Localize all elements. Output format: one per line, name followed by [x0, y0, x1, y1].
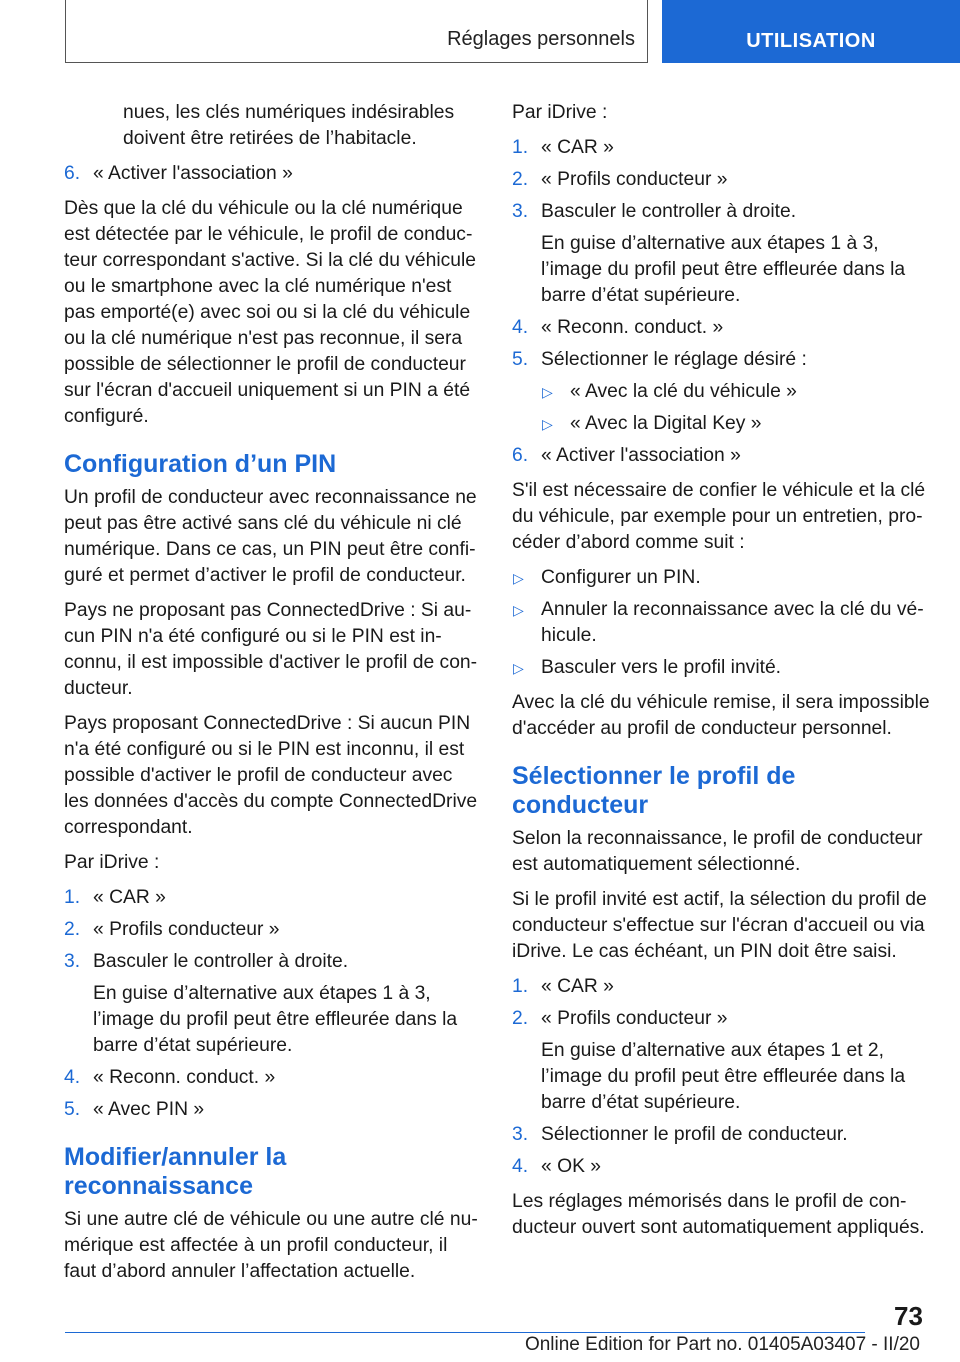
list-item	[512, 315, 930, 341]
paragraph-idrive: Par iDrive :	[64, 852, 160, 873]
step-text: « Reconn. conduct. »	[541, 317, 724, 338]
recognition-step-list	[512, 135, 930, 469]
list-item	[512, 347, 930, 437]
list-item	[64, 917, 482, 943]
triangle-bullet-icon: ▷	[542, 416, 553, 432]
heading-select-profile: Sélectionner le profil de conducteur	[512, 762, 796, 819]
step-number: 3.	[64, 951, 81, 972]
step-text: « CAR »	[541, 976, 614, 997]
step-number: 1.	[512, 976, 529, 997]
heading-modify-recognition: Modifier/annuler la reconnaissance	[64, 1143, 287, 1200]
step-number: 2.	[512, 169, 529, 190]
paragraph-pin-no-connecteddrive: Pays ne proposant pas ConnectedDrive : Si aucun PIN n'a été configuré ou si le PIN est inconnu, il est impossible d'activer le profil de conducteur.	[64, 600, 478, 699]
step-number: 5.	[512, 349, 529, 370]
continued-step-list	[64, 161, 482, 187]
list-item	[512, 199, 930, 309]
paragraph-key-returned: Avec la clé du véhicule remise, il sera impossible d'accéder au profil de conducteur personnel.	[512, 692, 930, 739]
list-item	[64, 161, 482, 187]
step-number: 6.	[512, 445, 529, 466]
step-text: Basculer le controller à droite.	[541, 201, 797, 222]
step-note: En guise d’alternative aux étapes 1 à 3, l’image du profil peut être effleurée dans la barre d’état supérieure.	[541, 233, 906, 306]
header-chapter-tab[interactable]	[662, 0, 960, 63]
step-number: 1.	[64, 887, 81, 908]
list-item	[512, 1154, 930, 1180]
step-number: 1.	[512, 137, 529, 158]
continued-text: nues, les clés numériques indésirables doivent être retirées de l’habitacle.	[123, 102, 455, 149]
paragraph-confide-vehicle: S'il est nécessaire de confier le véhicule et la clé du véhicule, par exemple pour un entretien, procéder d’abord comme suit :	[512, 480, 926, 553]
list-item	[541, 411, 930, 437]
footer-edition-text: Online Edition for Part no. 01405A03407 - II/20	[524, 1334, 920, 1355]
paragraph-detection: Dès que la clé du véhicule ou la clé numérique est détectée par le véhicule, le profil de conducteur correspondant s'active. Si la clé du véhicule ou le smartphone avec la clé numérique n'est pas emporté(e) avec soi ou si la clé du véhicule ou la clé numérique n'est pas reconnue, il sera possible de sélectionner le profil de conducteur sur l'écran d'accueil uniquement si un PIN a été configuré.	[64, 198, 477, 427]
sub-option-text: « Avec la Digital Key »	[570, 413, 762, 434]
step-text: Sélectionner le réglage désiré :	[541, 349, 807, 370]
list-item	[64, 1097, 482, 1123]
header-section-title: Réglages personnels	[447, 28, 635, 50]
step-number: 3.	[512, 201, 529, 222]
list-item	[512, 597, 930, 649]
paragraph-idrive: Par iDrive :	[512, 102, 608, 123]
step-number: 2.	[64, 919, 81, 940]
list-item	[512, 167, 930, 193]
step-text: Sélectionner le profil de conducteur.	[541, 1124, 848, 1145]
footer-divider	[65, 1332, 865, 1333]
paragraph-modify: Si une autre clé de véhicule ou une autre clé numérique est affectée à un profil conducteur, il faut d’abord annuler l’affectation actuelle.	[64, 1209, 478, 1282]
paragraph-settings-applied: Les réglages mémorisés dans le profil de conducteur ouvert sont automatiquement appliqués.	[512, 1191, 925, 1238]
step-number: 6.	[64, 163, 81, 184]
list-item	[512, 1006, 930, 1116]
pin-step-list	[64, 885, 482, 1123]
list-item	[512, 443, 930, 469]
step-text: « CAR »	[541, 137, 614, 158]
step-text: « CAR »	[93, 887, 166, 908]
step-note: En guise d’alternative aux étapes 1 à 3, l’image du profil peut être effleurée dans la barre d’état supérieure.	[93, 983, 458, 1056]
step-text: « Profils conducteur »	[93, 919, 280, 940]
step-number: 3.	[512, 1124, 529, 1145]
step-number: 4.	[64, 1067, 81, 1088]
list-item	[512, 1122, 930, 1148]
paragraph-pin-intro: Un profil de conducteur avec reconnaissance ne peut pas être activé sans clé du véhicule ni clé numérique. Dans ce cas, un PIN peut être configuré et permet d’activer le profil de conducteur.	[64, 487, 477, 586]
bullet-text: Annuler la reconnaissance avec la clé du véhicule.	[541, 599, 924, 646]
sub-option-text: « Avec la clé du véhicule »	[570, 381, 797, 402]
paragraph-select-guest: Si le profil invité est actif, la sélection du profil de conducteur s'effectue sur l'écran d'accueil ou via iDrive. Le cas échéant, un PIN doit être saisi.	[512, 889, 927, 962]
left-column	[64, 100, 482, 1294]
step-number: 2.	[512, 1008, 529, 1029]
sub-option-list	[541, 379, 930, 437]
paragraph-select-auto: Selon la reconnaissance, le profil de conducteur est automatiquement sélectionné.	[512, 828, 923, 875]
right-column	[512, 100, 930, 1250]
step-text: « Activer l'association »	[93, 163, 293, 184]
step-number: 4.	[512, 317, 529, 338]
confide-bullet-list	[512, 565, 930, 681]
triangle-bullet-icon: ▷	[513, 570, 524, 586]
paragraph-pin-connecteddrive: Pays proposant ConnectedDrive : Si aucun PIN n'a été configuré ou si le PIN est inconnu, il est possible d'activer le profil de conducteur avec les données d'accès du compte ConnectedDrive correspondant.	[64, 713, 478, 838]
triangle-bullet-icon: ▷	[542, 384, 553, 400]
step-text: « Activer l'association »	[541, 445, 741, 466]
list-item	[64, 949, 482, 1059]
header-chapter-label: UTILISATION	[746, 30, 876, 52]
step-text: « OK »	[541, 1156, 602, 1177]
list-item	[512, 135, 930, 161]
step-text: « Profils conducteur »	[541, 169, 728, 190]
heading-configure-pin: Configuration d’un PIN	[64, 450, 337, 478]
step-number: 4.	[512, 1156, 529, 1177]
select-step-list	[512, 974, 930, 1180]
list-item	[541, 379, 930, 405]
list-item	[512, 974, 930, 1000]
bullet-text: Configurer un PIN.	[541, 567, 701, 588]
list-item	[64, 885, 482, 911]
step-text: « Reconn. conduct. »	[93, 1067, 276, 1088]
list-item	[64, 1065, 482, 1091]
list-item	[512, 655, 930, 681]
triangle-bullet-icon: ▷	[513, 602, 524, 618]
step-note: En guise d’alternative aux étapes 1 et 2, l’image du profil peut être effleurée dans la barre d’état supérieure.	[541, 1040, 906, 1113]
list-item	[512, 565, 930, 591]
bullet-text: Basculer vers le profil invité.	[541, 657, 782, 678]
triangle-bullet-icon: ▷	[513, 660, 524, 676]
step-text: « Profils conducteur »	[541, 1008, 728, 1029]
step-number: 5.	[64, 1099, 81, 1120]
step-text: « Avec PIN »	[93, 1099, 205, 1120]
step-text: Basculer le controller à droite.	[93, 951, 349, 972]
page-number: 73	[894, 1301, 923, 1331]
